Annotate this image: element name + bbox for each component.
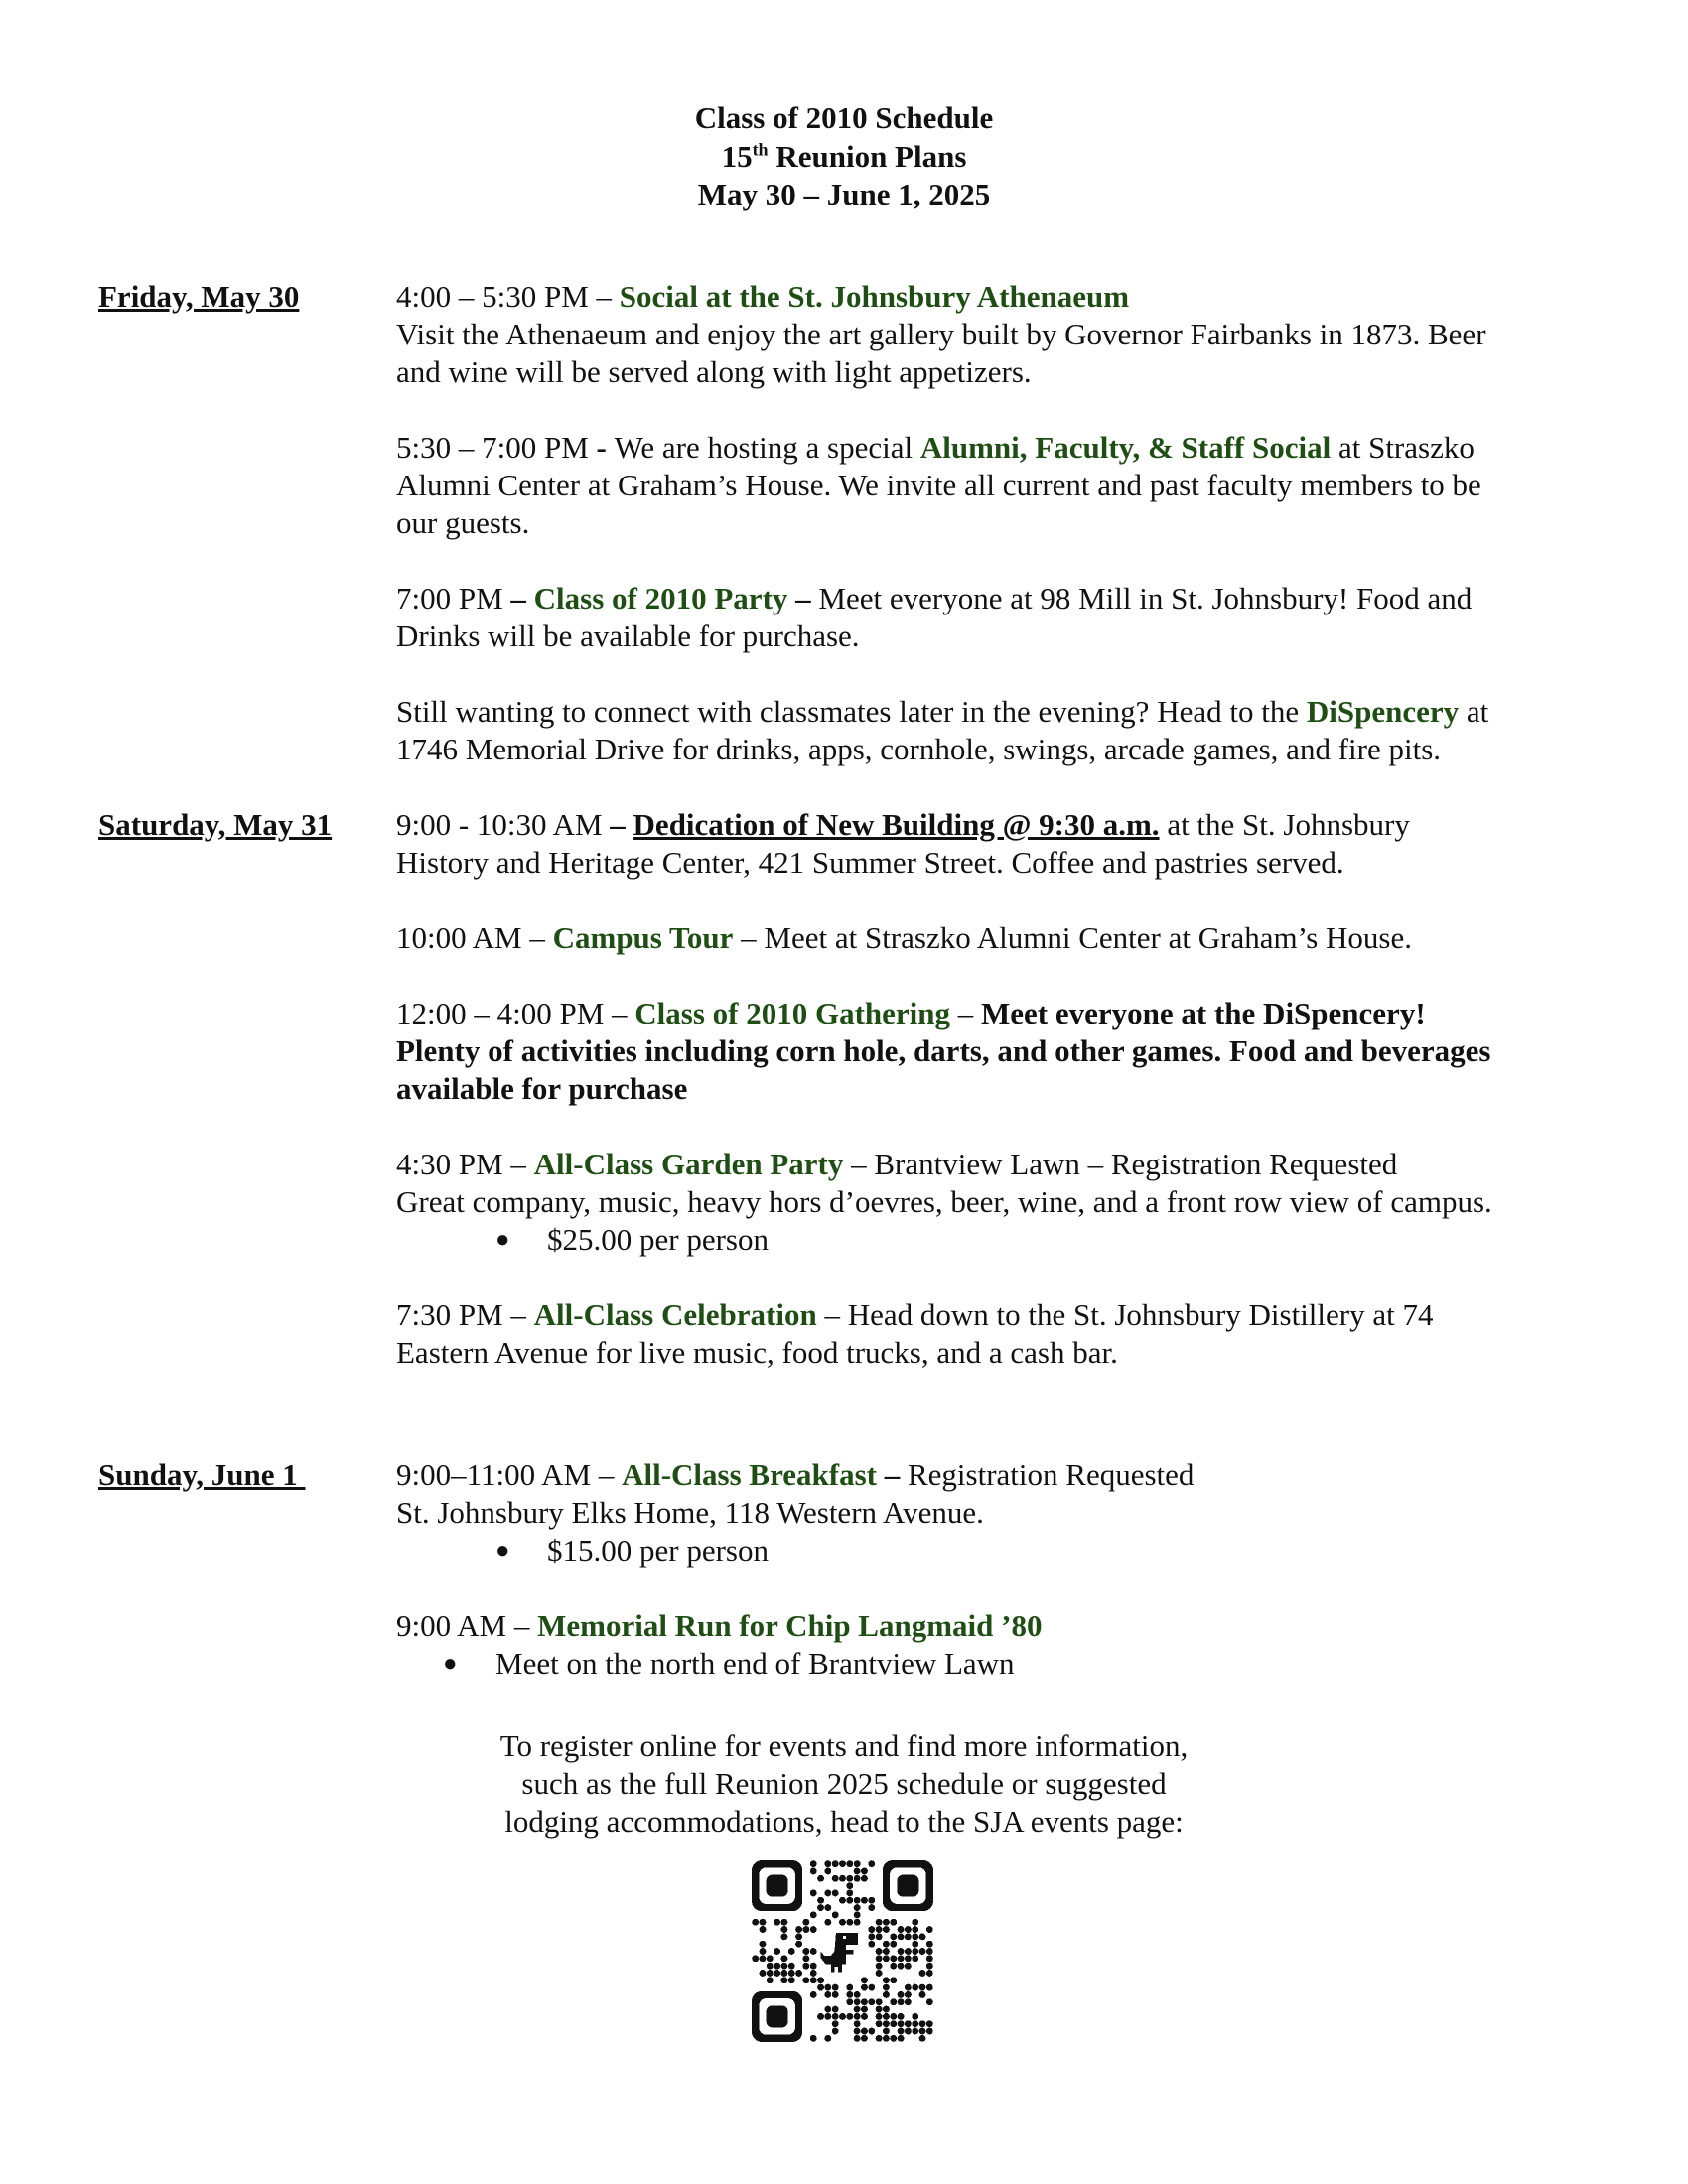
qr-module (868, 1860, 875, 1867)
qr-module (890, 2035, 897, 2042)
qr-module (919, 2020, 926, 2027)
event-title: Campus Tour (552, 920, 734, 955)
qr-module (824, 1860, 831, 1867)
qr-module (861, 2006, 868, 2013)
list-item: ● $15.00 per person (495, 1533, 769, 1568)
qr-module (846, 1897, 853, 1904)
qr-module (780, 1933, 787, 1940)
qr-module (760, 1941, 767, 1948)
qr-finder-top-left (752, 1860, 802, 1911)
event-campus-tour: 10:00 AM – Campus Tour – Meet at Straszko Alumni Center at Graham’s House. (396, 920, 1412, 955)
qr-module (898, 1963, 905, 1970)
event-garden-party: 4:30 PM – All-Class Garden Party – Brantview Lawn – Registration Requested Great company, music, heavy hors d’oevres, beer, wine, and a front row view of campus. ● $25.00 per person (396, 1146, 1608, 1259)
qr-module (760, 1970, 767, 1977)
qr-module (760, 1919, 767, 1926)
list-item: ● Meet on the north end of Brantview Lawn (443, 1646, 1015, 1681)
qr-module (876, 1998, 883, 2005)
registration-note: To register online for events and find more information, such as the full Reunion 2025 schedule or suggested lodging accommodations, head to the SJA events page: (499, 1728, 1189, 1839)
qr-module (919, 1933, 926, 1940)
event-title: Dedication of New Building @ 9:30 a.m. (633, 807, 1160, 842)
qr-module (905, 1933, 912, 1940)
qr-module (912, 1948, 918, 1955)
qr-module (912, 1941, 918, 1948)
qr-module (876, 2020, 883, 2027)
event-class-gathering: 12:00 – 4:00 PM – Class of 2010 Gathering – Meet everyone at the DiSpencery! Plenty of activities including corn hole, darts, and other games. Food and beverages available for purchase (396, 996, 1491, 1106)
qr-module (846, 1882, 853, 1889)
qr-module (854, 1911, 861, 1918)
qr-module (912, 1926, 918, 1933)
qr-module (883, 1984, 890, 1991)
day-sunday: Sunday, June 1 (98, 1457, 306, 1492)
event-all-class-breakfast: 9:00–11:00 AM – All-Class Breakfast – Registration Requested St. Johnsbury Elks Home, 118 Western Avenue. ● $15.00 per person (396, 1456, 1608, 1570)
qr-module (810, 1868, 817, 1875)
qr-module (839, 2013, 846, 2020)
qr-finder-bottom-left (752, 1991, 802, 2042)
qr-module (767, 1970, 774, 1977)
qr-module (868, 1926, 875, 1933)
event-title: Class of 2010 Party (533, 581, 788, 615)
qr-module (817, 2013, 824, 2020)
qr-module (774, 1919, 780, 1926)
qr-module (854, 1897, 861, 1904)
qr-module (890, 1998, 897, 2005)
qr-module (795, 1933, 802, 1940)
qr-module (839, 1875, 846, 1882)
qr-module (876, 2035, 883, 2042)
qr-module (839, 1860, 846, 1867)
qr-module (926, 1955, 933, 1962)
qr-module (824, 1868, 831, 1875)
qr-module (810, 1991, 817, 1998)
qr-module (861, 1977, 868, 1983)
qr-module (898, 1933, 905, 1940)
qr-module (898, 1948, 905, 1955)
qr-module (898, 2028, 905, 2035)
qr-module (883, 1919, 890, 1926)
qr-module (767, 1963, 774, 1970)
qr-module (919, 2035, 926, 2042)
qr-module (832, 1860, 839, 1867)
qr-module (868, 1984, 875, 1991)
event-class-party: 7:00 PM – Class of 2010 Party – Meet everyone at 98 Mill in St. Johnsbury! Food and Drinks will be available for purchase. (396, 581, 1473, 653)
event-title: Class of 2010 Gathering (634, 996, 951, 1030)
qr-module (890, 1977, 897, 1983)
qr-module (810, 1926, 817, 1933)
qr-module (912, 2028, 918, 2035)
qr-module (876, 2006, 883, 2013)
qr-module (854, 2035, 861, 2042)
qr-module (832, 1889, 839, 1896)
day-friday: Friday, May 30 (98, 279, 300, 314)
qr-module (810, 1889, 817, 1896)
qr-module (919, 1948, 926, 1955)
qr-module (780, 1926, 787, 1933)
qr-module (890, 2013, 897, 2020)
qr-module (905, 1955, 912, 1962)
qr-module (832, 2028, 839, 2035)
qr-module (774, 1948, 780, 1955)
qr-module (868, 2028, 875, 2035)
friday-events (396, 278, 1608, 768)
qr-module (926, 1970, 933, 1977)
dinosaur-icon (818, 1927, 866, 1975)
qr-module (912, 2013, 918, 2020)
qr-module (926, 2028, 933, 2035)
qr-module (846, 1998, 853, 2005)
qr-module (802, 1919, 809, 1926)
qr-module (810, 1977, 817, 1983)
qr-module (810, 1911, 817, 1918)
qr-module (795, 1941, 802, 1948)
qr-module (810, 2035, 817, 2042)
qr-module (824, 2013, 831, 2020)
qr-module (861, 1998, 868, 2005)
qr-module (868, 1941, 875, 1948)
qr-module (810, 1860, 817, 1867)
qr-module (883, 2006, 890, 2013)
qr-module (876, 1933, 883, 1940)
event-dispencery-evening: Still wanting to connect with classmates later in the evening? Head to the DiSpencery at 1746 Memorial Drive for drinks, apps, cornhole, swings, arcade games, and fire pits. (396, 694, 1489, 766)
qr-module (854, 1919, 861, 1926)
qr-module (868, 1897, 875, 1904)
qr-module (854, 2006, 861, 2013)
qr-module (883, 1991, 890, 1998)
qr-module (868, 1933, 875, 1940)
event-title: Alumni, Faculty, & Staff Social (919, 430, 1332, 465)
qr-module (846, 1919, 853, 1926)
qr-module (824, 2006, 831, 2013)
list-item: ● $25.00 per person (495, 1222, 769, 1257)
qr-module (817, 1977, 824, 1983)
qr-module (883, 1926, 890, 1933)
qr-finder-top-right (883, 1860, 933, 1911)
bullet-icon: ● (443, 1651, 458, 1677)
qr-module (861, 2028, 868, 2035)
qr-module (854, 1991, 861, 1998)
qr-module (912, 1933, 918, 1940)
qr-module (905, 2028, 912, 2035)
event-alumni-faculty-social: 5:30 – 7:00 PM - We are hosting a special Alumni, Faculty, & Staff Social at Straszko Alumni Center at Graham’s House. We invite all current and past faculty members to be our guests. (396, 430, 1481, 540)
qr-module (898, 1991, 905, 1998)
qr-module (912, 1955, 918, 1962)
qr-module (898, 2013, 905, 2020)
qr-module (824, 1889, 831, 1896)
header-dates: May 30 – June 1, 2025 (697, 177, 991, 211)
qr-module (905, 1998, 912, 2005)
qr-module (802, 1963, 809, 1970)
qr-module (846, 2013, 853, 2020)
price-list (396, 1532, 1608, 1570)
event-title: DiSpencery (1306, 694, 1460, 729)
qr-module (832, 2006, 839, 2013)
qr-module (883, 1941, 890, 1948)
qr-module (846, 1984, 853, 1991)
qr-module (824, 1904, 831, 1911)
qr-module (890, 1955, 897, 1962)
qr-module (868, 1904, 875, 1911)
qr-module (846, 1875, 853, 1882)
qr-module (817, 1875, 824, 1882)
qr-module (876, 1963, 883, 1970)
qr-module (824, 1919, 831, 1926)
qr-module (890, 1933, 897, 1940)
qr-module (861, 1875, 868, 1882)
qr-module (876, 1955, 883, 1962)
qr-module (905, 1984, 912, 1991)
qr-module (824, 1991, 831, 1998)
qr-module (767, 1955, 774, 1962)
qr-module (780, 1977, 787, 1983)
qr-module (788, 1977, 795, 1983)
qr-module (795, 1970, 802, 1977)
qr-module (780, 1970, 787, 1977)
qr-module (802, 1926, 809, 1933)
qr-module (898, 1926, 905, 1933)
qr-module (926, 1963, 933, 1970)
bullet-icon: ● (495, 1227, 510, 1253)
qr-module (788, 1963, 795, 1970)
qr-module (810, 1948, 817, 1955)
header-title: Class of 2010 Schedule (694, 100, 994, 135)
event-title: Social at the St. Johnsbury Athenaeum (619, 279, 1130, 314)
qr-module (780, 1963, 787, 1970)
qr-module (890, 1919, 897, 1926)
qr-module (752, 1919, 759, 1926)
qr-module (767, 1977, 774, 1983)
qr-module (832, 1911, 839, 1918)
qr-module (890, 1963, 897, 1970)
details-list (396, 1645, 1608, 1683)
saturday-events (396, 806, 1608, 1372)
price-list (396, 1221, 1608, 1259)
qr-module (854, 2028, 861, 2035)
qr-module (905, 2020, 912, 2027)
qr-module (876, 1948, 883, 1955)
qr-module (883, 1948, 890, 1955)
qr-module (876, 2013, 883, 2020)
qr-module (890, 1941, 897, 1948)
qr-module (890, 2020, 897, 2027)
qr-module (883, 2035, 890, 2042)
qr-module (760, 1948, 767, 1955)
event-athenaeum-social: 4:00 – 5:30 PM – Social at the St. Johnsbury Athenaeum Visit the Athenaeum and enjoy the art gallery built by Governor Fairbanks in 1873. Beer and wine will be served along with light appetizers. (396, 279, 1486, 389)
qr-module (905, 1991, 912, 1998)
qr-module (905, 1963, 912, 1970)
document-header (0, 99, 1688, 214)
qr-module (817, 1897, 824, 1904)
qr-module (876, 1926, 883, 1933)
qr-module (839, 1897, 846, 1904)
qr-module (883, 2028, 890, 2035)
qr-module (795, 1926, 802, 1933)
qr-module (919, 1991, 926, 1998)
qr-module (846, 1889, 853, 1896)
qr-module (883, 1955, 890, 1962)
sunday-events (396, 1456, 1608, 1683)
qr-module (883, 2020, 890, 2027)
qr-module (912, 1919, 918, 1926)
qr-module (854, 2020, 861, 2027)
qr-module (861, 1868, 868, 1875)
qr-module (846, 1991, 853, 1998)
qr-module (905, 1948, 912, 1955)
qr-module (919, 1984, 926, 1991)
qr-module (854, 2013, 861, 2020)
qr-module (926, 1984, 933, 1991)
bullet-icon: ● (495, 1538, 510, 1564)
qr-module (832, 2020, 839, 2027)
qr-module (802, 1955, 809, 1962)
qr-module (868, 1998, 875, 2005)
qr-module (824, 2035, 831, 2042)
header-subtitle: 15th Reunion Plans (721, 138, 967, 174)
qr-module (832, 1991, 839, 1998)
qr-module (919, 2028, 926, 2035)
qr-module (854, 1868, 861, 1875)
day-saturday: Saturday, May 31 (98, 807, 333, 842)
qr-module (876, 1919, 883, 1926)
qr-module (854, 1998, 861, 2005)
qr-module (774, 1963, 780, 1970)
qr-module (760, 1926, 767, 1933)
qr-module (926, 1948, 933, 1955)
qr-module (898, 2035, 905, 2042)
qr-module (898, 1955, 905, 1962)
qr-module (876, 1970, 883, 1977)
qr-module (846, 1860, 853, 1867)
qr-module (854, 1875, 861, 1882)
qr-module (802, 1948, 809, 1955)
qr-module (912, 2020, 918, 2027)
qr-module (854, 1860, 861, 1867)
qr-module (861, 2013, 868, 2020)
event-all-class-celebration: 7:30 PM – All-Class Celebration – Head down to the St. Johnsbury Distillery at 74 Eastern Avenue for live music, food trucks, and a cash bar. (396, 1297, 1434, 1370)
qr-module (898, 1998, 905, 2005)
event-title: All-Class Garden Party (533, 1147, 844, 1181)
qr-module (905, 1926, 912, 1933)
qr-module (774, 1970, 780, 1977)
event-title: All-Class Celebration (533, 1297, 817, 1332)
qr-module (824, 1984, 831, 1991)
qr-module (926, 1941, 933, 1948)
qr-module (752, 1955, 759, 1962)
qr-module (788, 1970, 795, 1977)
qr-module (817, 1984, 824, 1991)
qr-module (832, 1984, 839, 1991)
event-building-dedication: 9:00 - 10:30 AM – Dedication of New Building @ 9:30 a.m. at the St. Johnsbury History and Heritage Center, 421 Summer Street. Coffee and pastries served. (396, 807, 1410, 880)
qr-module (898, 2020, 905, 2027)
qr-module (817, 1904, 824, 1911)
qr-module (861, 2035, 868, 2042)
qr-module (760, 1955, 767, 1962)
qr-module (832, 2013, 839, 2020)
qr-module (912, 1984, 918, 1991)
qr-module (810, 1970, 817, 1977)
qr-module (926, 1998, 933, 2005)
qr-module (780, 1919, 787, 1926)
qr-module (926, 2020, 933, 2027)
event-title: Memorial Run for Chip Langmaid ’80 (537, 1608, 1043, 1643)
qr-module (919, 1970, 926, 1977)
qr-module (839, 1919, 846, 1926)
qr-code[interactable] (752, 1860, 933, 2042)
qr-module (861, 1897, 868, 1904)
qr-module (810, 1963, 817, 1970)
event-title: All-Class Breakfast (622, 1457, 877, 1492)
event-memorial-run: 9:00 AM – Memorial Run for Chip Langmaid ’80 ● Meet on the north end of Brantview Lawn (396, 1607, 1608, 1683)
qr-module (780, 1955, 787, 1962)
qr-module (926, 1926, 933, 1933)
qr-module (883, 2013, 890, 2020)
qr-module (861, 1984, 868, 1991)
qr-module (802, 1977, 809, 1983)
qr-module (883, 1977, 890, 1983)
qr-module (788, 1948, 795, 1955)
qr-module (854, 1904, 861, 1911)
qr-module (832, 1875, 839, 1882)
